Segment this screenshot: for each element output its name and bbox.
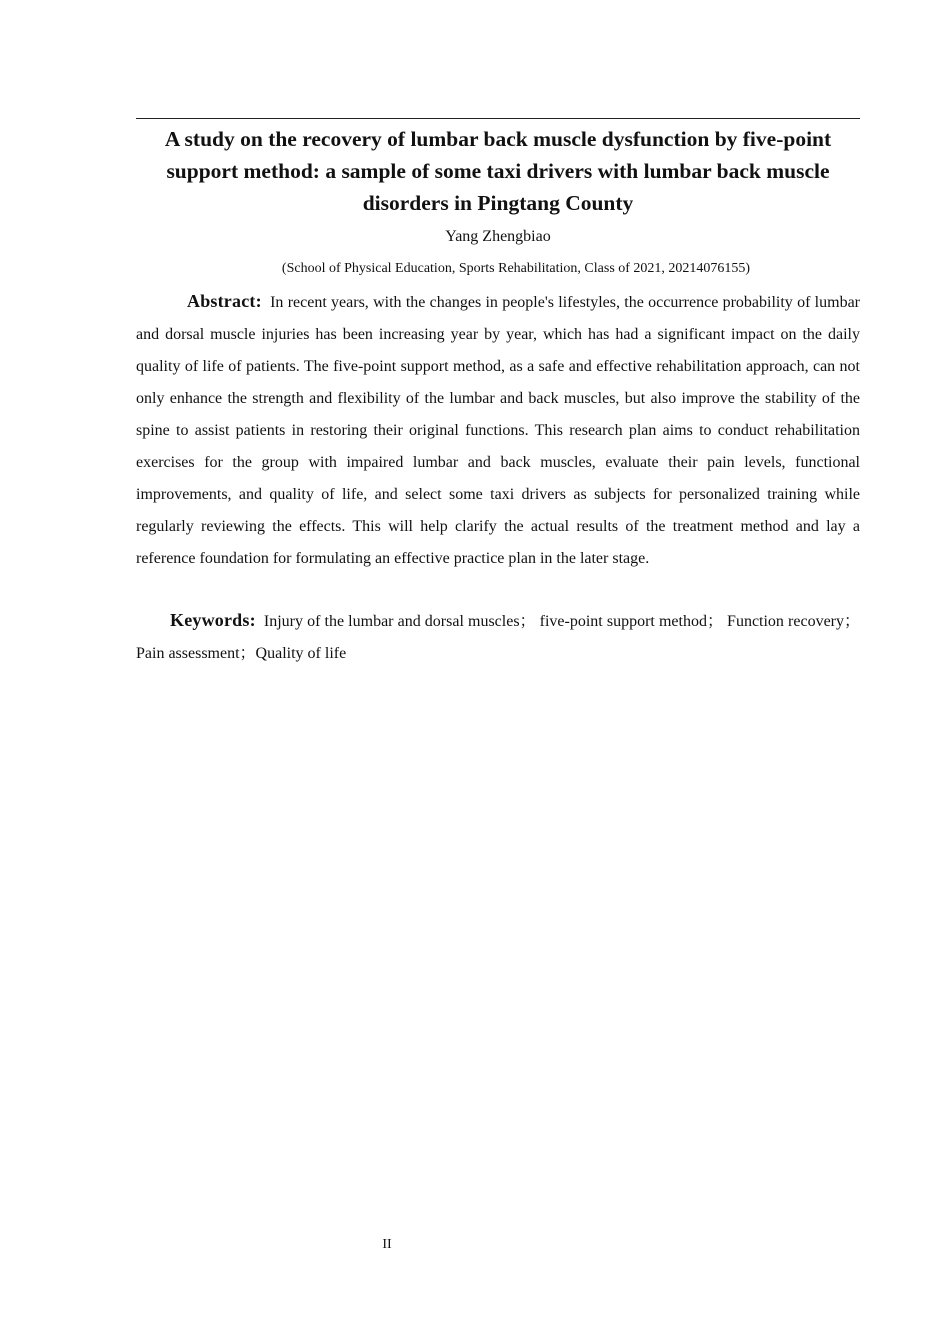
abstract-text: In recent years, with the changes in people's lifestyles, the occurrence probability of lumbar and dorsal muscle injuries has been increasing year by year, which has had a significant impact on the daily quality of life of patients. The five-point support method, as a safe and effective rehabilitation approach, can not only enhance the strength and flexibility of the lumbar and back muscles, but also improve the stability of the spine to assist patients in restoring their original functions. This research plan aims to conduct rehabilitation exercises for the group with impaired lumbar and back muscles, evaluate their pain levels, functional improvements, and quality of life, and select some taxi drivers as subjects for personalized training while regularly reviewing the effects. This will help clarify the actual results of the treatment method and lay a reference foundation for formulating an effective practice plan in the later stage. <box>136 294 861 567</box>
paper-title: A study on the recovery of lumbar back muscle dysfunction by five-point support method: a sample of some taxi drivers with lumbar back muscle disorders in Pingtang County <box>164 127 832 215</box>
header-rule <box>136 118 860 119</box>
abstract-label: Abstract: <box>187 291 262 311</box>
author-affiliation: (School of Physical Education, Sports Rehabilitation, Class of 2021, 20214076155) <box>281 261 751 276</box>
keywords-label: Keywords: <box>170 610 256 630</box>
keywords-paragraph <box>136 604 860 670</box>
keywords-text: Injury of the lumbar and dorsal muscles； five-point support method； Function recovery；Pain assessment；Quality of life <box>136 613 860 662</box>
abstract-paragraph <box>136 285 860 575</box>
page-number: II <box>382 1237 392 1252</box>
author-name: Yang Zhengbiao <box>445 228 551 245</box>
